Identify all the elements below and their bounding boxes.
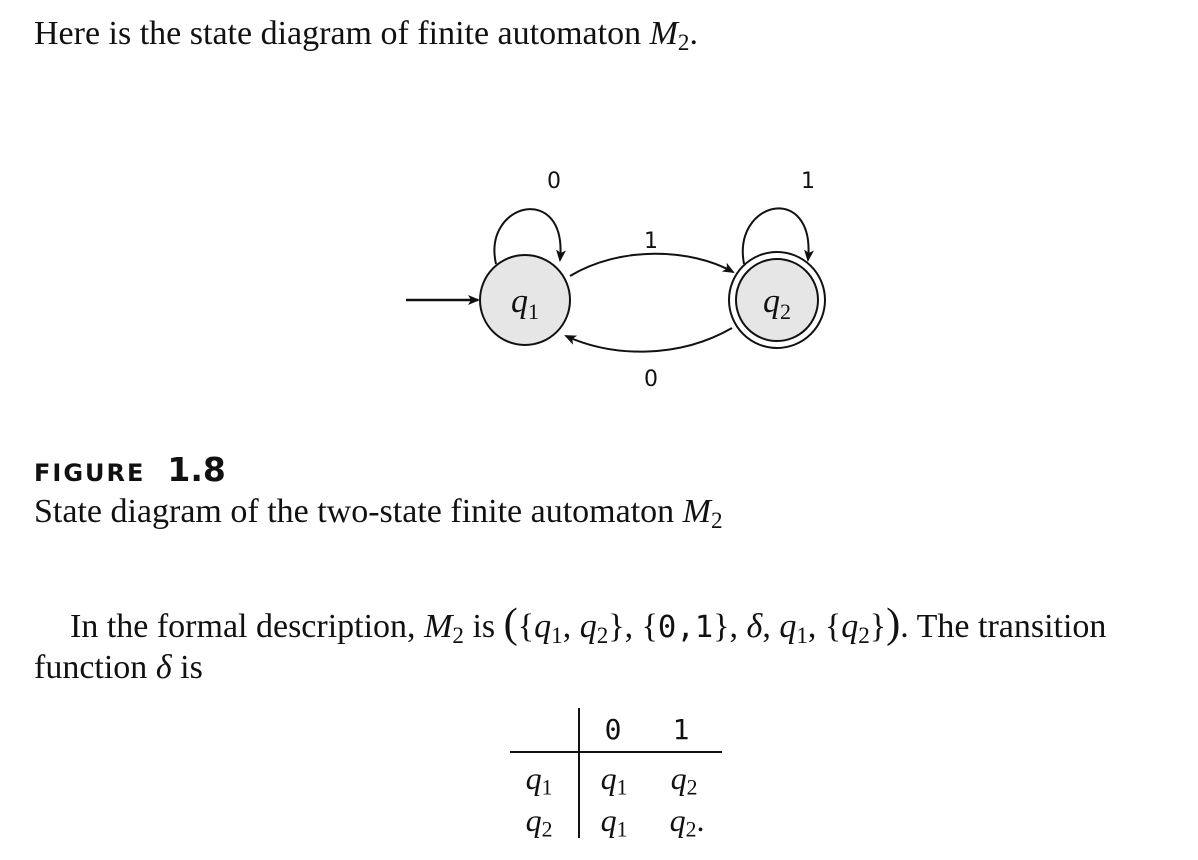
figure-heading (34, 450, 226, 489)
transition-q1-q2 (570, 254, 733, 276)
table-cell-1-1: $q_2$ (670, 760, 698, 800)
table-cell-2-1: $q_2$. (669, 802, 705, 842)
transition-q2-q1-label: 0 (644, 367, 658, 392)
self-loop-q2-label: 1 (801, 169, 815, 194)
intro-period: . (689, 15, 698, 52)
formal-description-line-2 (34, 648, 203, 688)
intro-text: Here is the state diagram of finite automaton (34, 15, 642, 52)
line2-is: is (180, 649, 203, 686)
table-cell-2-0: $q_1$ (600, 802, 628, 842)
line2-delta: δ (155, 649, 172, 686)
table-vertical-rule (578, 708, 580, 838)
table-row-1-state: $q_1$ (525, 760, 553, 800)
transition-table (508, 708, 722, 848)
state-q2-label: $q_2$ (763, 283, 791, 324)
intro-sentence (34, 14, 698, 54)
line2-text: function (34, 649, 148, 686)
caption-machine-symbol: $M_2$ (682, 493, 723, 534)
caption-text: State diagram of the two-state finite automaton (34, 493, 675, 530)
transition-q2-q1 (566, 328, 732, 352)
formal-tuple: ({$q_1$, $q_2$}, {0,1}, δ, $q_1$, $\{q_2\}$) (503, 600, 901, 649)
paragraph-machine-symbol: $M_2$ (424, 608, 464, 649)
table-row-2-state: $q_2$ (525, 802, 553, 842)
table-cell-1-0: $q_1$ (600, 760, 628, 800)
state-diagram (400, 160, 840, 400)
formal-description-line-1 (70, 600, 1107, 649)
table-header-1: 1 (672, 713, 690, 746)
figure-caption (34, 492, 723, 532)
figure-number: 1.8 (167, 450, 226, 489)
paragraph-is: is (472, 608, 496, 645)
state-q1-label: $q_1$ (511, 283, 539, 324)
figure-word: FIGURE (34, 459, 146, 487)
paragraph-lead: In the formal description, (70, 608, 416, 645)
table-horizontal-rule (510, 751, 722, 753)
self-loop-q1-label: 0 (547, 169, 561, 194)
tuple-period: . (900, 608, 909, 645)
paragraph-trail: The transition (916, 608, 1107, 645)
machine-symbol: $M_2$ (649, 15, 690, 56)
table-header-0: 0 (604, 713, 622, 746)
transition-q1-q2-label: 1 (644, 229, 658, 254)
